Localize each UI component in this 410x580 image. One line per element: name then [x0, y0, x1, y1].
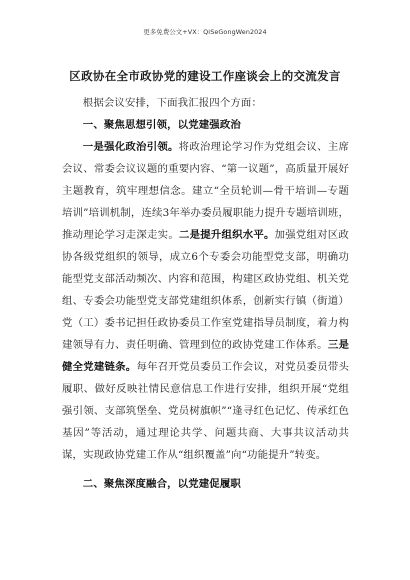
subheading-improve-party-chain: 三是健全党建链条。	[62, 339, 349, 373]
document-body	[62, 92, 349, 495]
paragraph-text: 每年召开党员委员工作会议，对党员委员带头履职、做好反映社情民意信息工作进行安排，组织开展“党组强引领、支部筑堡垒、党员树旗帜”“逢寻红色记忆、传承红色基因”等活动，通过理论共学、问题共商、大事共议活动共谋，实现政协党建工作从“组织覆盖”向“功能提升”转变。	[62, 361, 349, 461]
paragraph-text: 将政治理论学习作为党组会议、主席会议、常委会议议题的重要内容、“第一议题”，高质量开展好主题教育，筑牢理想信念。建立“全员轮训—骨干培训—专题培训”培训机制，连续3年举办委员履职能力提升专题培训班，推动理论学习走深走实。	[62, 141, 349, 241]
section-2-heading: 二、聚焦深度融合，以党建促履职	[82, 478, 241, 490]
document-title: 区政协在全市政协党的建设工作座谈会上的交流发言	[69, 69, 341, 83]
subheading-improve-organization: 二是提升组织水平。	[178, 229, 275, 241]
header-note: 更多免费公文+VX：QiSeGongWen2024	[143, 28, 267, 36]
section-1-paragraph	[62, 136, 349, 466]
intro-paragraph: 根据会议安排，下面我汇报四个方面：	[82, 97, 262, 109]
subheading-strengthen-political-guidance: 一是强化政治引领。	[82, 141, 179, 153]
section-1-heading: 一、聚焦思想引领，以党建强政治	[82, 119, 241, 131]
paragraph-text: 加强党组对区政协各级党组织的领导，成立6个专委会功能型党支部，明确功能型党支部活动频次、内容和范围，构建区政协党组、机关党组、专委会功能型党支部党建组织体系，创新实行镇（街道）党（工）委书记担任政协委员工作室党建指导员制度，着力构建领导有力、责任明确、管理到位的政协党建工作体系。	[62, 229, 349, 351]
